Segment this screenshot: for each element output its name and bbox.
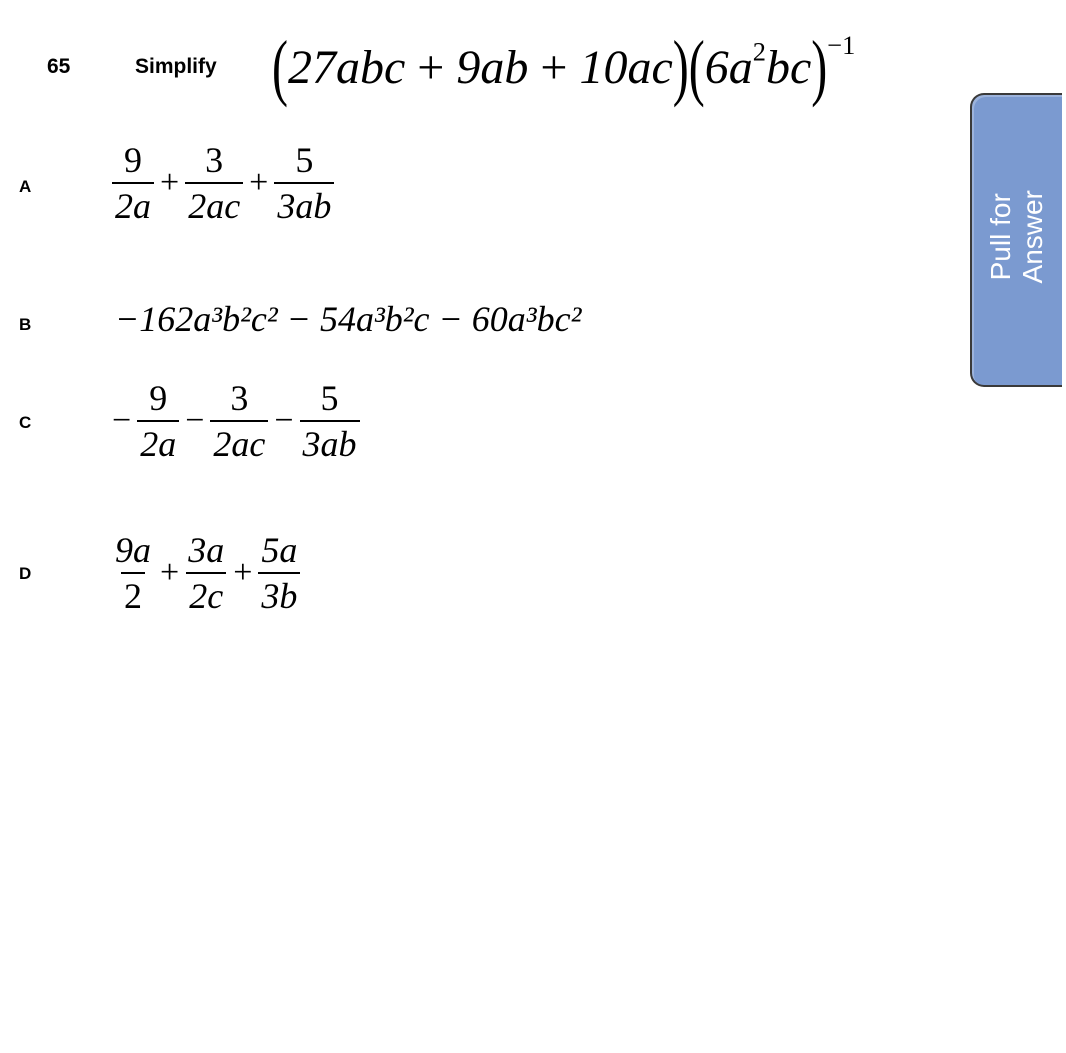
choice-c-fraction-2: $\frac{3}{2ac}$ [210,378,268,464]
expr-factor-base: 6a [704,41,753,94]
expr-outer-exp: −1 [827,29,856,60]
choice-d-fraction-2: $\frac{3a}{2c}$ [188,530,225,616]
expr-factor-rest: bc [765,41,812,94]
choice-c-expression[interactable]: − $\frac{9}{2a}$ − $\frac{3}{2ac}$ − $\frac{5}{3ab}$ [112,378,360,464]
choice-d-expression[interactable]: $\frac{9a}{2}$ + $\frac{3a}{2c}$ + $\frac{5a}{3b}$ [112,530,300,616]
choice-a-fraction-1: $\frac{9}{2a}$ [112,140,154,226]
pull-tab-label: Pull for Answer [985,190,1048,284]
question-prompt: Simplify [135,55,217,78]
expr-term1: 27abc [287,41,406,94]
question-expression: $(27abc + 9ab + 10ac)(6a^2bc)^{-1}$ [272,26,856,109]
choice-d-fraction-1: $\frac{9a}{2}$ [115,530,151,616]
expr-term3: 10ac [579,41,673,94]
choice-c-letter: C [19,413,32,432]
choice-b-letter: B [19,315,32,334]
pull-for-answer-tab[interactable] [970,93,1062,387]
expr-factor-exp: 2 [752,36,766,67]
choice-a-fraction-3: $\frac{5}{3ab}$ [274,140,334,226]
question-number: 65 [47,55,71,78]
choice-d-letter: D [19,564,32,583]
choice-c-fraction-1: $\frac{9}{2a}$ [137,378,179,464]
choice-a-fraction-2: $\frac{3}{2ac}$ [185,140,243,226]
choice-d-fraction-3: $\frac{5a}{3b}$ [258,530,300,616]
choice-b-expression[interactable]: −162a³b²c² − 54a³b²c − 60a³bc² [115,299,582,339]
choice-a-letter: A [19,177,32,196]
choice-a-expression[interactable]: $\frac{9}{2a}$ + $\frac{3}{2ac}$ + $\frac{5}{3ab}$ [112,140,334,226]
expr-term2: 9ab [456,41,529,94]
choice-c-fraction-3: $\frac{5}{3ab}$ [300,378,360,464]
